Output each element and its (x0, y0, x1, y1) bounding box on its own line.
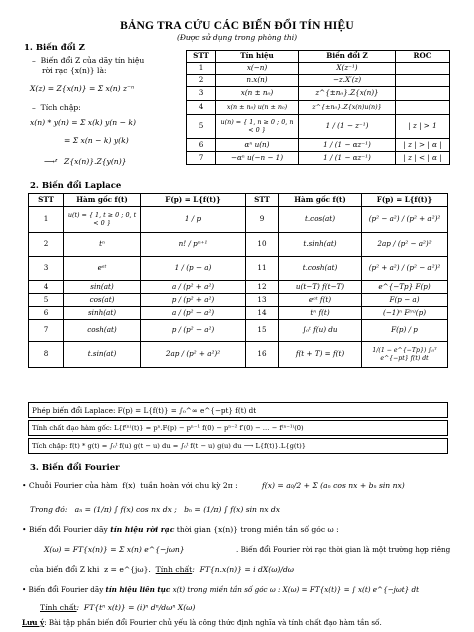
laplace-header: F(p) = L{f(t)} (141, 194, 246, 207)
z-bullet-2: – Tích chập: (32, 103, 81, 112)
laplace-cell: 10 (246, 233, 279, 257)
laplace-cell: 14 (246, 307, 279, 320)
table-row (29, 294, 448, 307)
laplace-cell: 3 (29, 257, 64, 281)
laplace-cell: 7 (29, 320, 64, 342)
section-3-heading: 3. Biến đổi Fourier (30, 463, 120, 473)
note-label: Lưu ý (22, 618, 45, 627)
z-cell: 1 / (1 − αz⁻¹) (299, 139, 396, 152)
laplace-cell: (p² − a²) / (p² + a²)² (362, 207, 448, 233)
fourier-continuous-emphasis: tín hiệu liên tục (105, 585, 171, 594)
bullet-icon (22, 585, 26, 594)
laplace-cell: 11 (246, 257, 279, 281)
laplace-cell: 8 (29, 342, 64, 368)
z-cell: | z | < | α | (396, 152, 450, 165)
z-conv-arrow: ⟶ᶻ (44, 157, 58, 166)
laplace-cell: 6 (29, 307, 64, 320)
fourier-continuous-line (22, 586, 419, 594)
fourier-z-text: của biến đổi Z khi z = e^{jω}. (30, 565, 156, 574)
z-cell: X(z⁻¹) (299, 63, 396, 75)
fourier-discrete-property: : FT{n.x(n)} = i dX(ω)/dω (192, 565, 295, 574)
laplace-cell: e^{−Tp} F(p) (362, 281, 448, 294)
fourier-discrete-text-c: thời gian {x(n)} trong miền tần số góc ω : (174, 525, 339, 534)
laplace-cell: 1 / (p − a) (141, 257, 246, 281)
table-row (187, 101, 450, 115)
laplace-cell: ∫₀ᵗ f(u) du (279, 320, 362, 342)
table-row (29, 257, 448, 281)
table-row (29, 307, 448, 320)
z-cell: n.x(n) (216, 75, 299, 87)
laplace-header: Hàm gốc f(t) (279, 194, 362, 207)
z-cell: 7 (187, 152, 216, 165)
laplace-header: STT (246, 194, 279, 207)
laplace-table (28, 193, 448, 368)
table-row (29, 281, 448, 294)
fourier-continuous-property (40, 604, 195, 613)
z-table-header: Biến đổi Z (299, 51, 396, 63)
fourier-series-text: Chuỗi Fourier của hàm f(x) tuần hoàn với chu kỳ 2π : (28, 481, 238, 490)
fourier-coefficients: Trong đó: aₙ = (1/π) ∫ f(x) cos nx dx ; bₙ = (1/π) ∫ f(x) sin nx dx (30, 505, 281, 514)
laplace-cell: u(t) = { 1, t ≥ 0 ; 0, t < 0 } (64, 207, 141, 233)
table-row (187, 75, 450, 87)
table-row (29, 233, 448, 257)
z-cell: 1 / (1 − αz⁻¹) (299, 152, 396, 165)
laplace-cell: 13 (246, 294, 279, 307)
fourier-continuous-text-a: Biến đổi Fourier dãy (28, 585, 106, 594)
laplace-cell: t.cos(at) (279, 207, 362, 233)
table-row (187, 152, 450, 165)
z-cell (396, 63, 450, 75)
laplace-cell: 1/(1 − e^{−Tp}) ∫₀ᵀ e^{−pt} f(t) dt (362, 342, 448, 368)
property-label: Tính chất (155, 565, 193, 574)
z-bullet-1a: – Biến đổi Z của dãy tín hiệu (32, 56, 145, 65)
z-cell: z^{±n₀}.Z{x(n)} (299, 87, 396, 101)
laplace-convolution: Tích chập: f(t) * g(t) = ∫₀ᵗ f(u) g(t − u) du = ∫₀ᵗ f(t − u) g(u) du ⟶ L{f(t)}.L{g(t)} (28, 438, 448, 454)
z-table-header: STT (187, 51, 216, 63)
z-cell: x(n ± n₀) (216, 87, 299, 101)
z-bullet-1b: rời rạc {x(n)} là: (42, 66, 107, 75)
fourier-discrete-line (22, 526, 339, 535)
table-row (187, 139, 450, 152)
laplace-cell: (p² + a²) / (p² − a²)² (362, 257, 448, 281)
laplace-cell: p / (p² + a²) (141, 294, 246, 307)
laplace-cell: 2ap / (p² + a²)² (141, 342, 246, 368)
z-cell: 5 (187, 115, 216, 139)
laplace-cell: p / (p² − a²) (141, 320, 246, 342)
z-cell: | z | > 1 (396, 115, 450, 139)
fourier-discrete-text-a: Biến đổi Fourier dãy (28, 525, 111, 534)
laplace-cell: f(t + T) = f(t) (279, 342, 362, 368)
laplace-cell: t.sin(at) (64, 342, 141, 368)
laplace-header: Hàm gốc f(t) (64, 194, 141, 207)
bullet-icon (22, 481, 26, 490)
laplace-cell: 9 (246, 207, 279, 233)
table-row (187, 87, 450, 101)
table-row (29, 320, 448, 342)
laplace-cell: 1 (29, 207, 64, 233)
z-conv-line-3: Z{x(n)}.Z{y(n)} (64, 157, 127, 166)
z-cell (396, 87, 450, 101)
laplace-derivative-property: Tính chất đạo hàm gốc: L{f⁽ⁿ⁾(t)} = pⁿ.F(p) − pⁿ⁻¹ f(0) − pⁿ⁻² f′(0) − … − f⁽ⁿ⁻¹⁾(0) (28, 420, 448, 436)
laplace-cell: t.cosh(at) (279, 257, 362, 281)
page-subtitle: (Được sử dụng trong phòng thi) (176, 33, 298, 42)
fourier-z-relation (30, 566, 294, 575)
z-cell: x(−n) (216, 63, 299, 75)
fourier-discrete-emphasis: tín hiệu rời rạc (110, 525, 175, 534)
laplace-cell: tⁿ f(t) (279, 307, 362, 320)
fourier-continuous-property-formula: : FT{tⁿ x(t)} = (i)ⁿ dⁿ/dωⁿ X(ω) (76, 603, 196, 612)
laplace-cell: 1 / p (141, 207, 246, 233)
laplace-cell: tⁿ (64, 233, 141, 257)
z-cell: x(n ± n₀) u(n ± n₀) (216, 101, 299, 115)
z-cell: 3 (187, 87, 216, 101)
laplace-cell: 4 (29, 281, 64, 294)
laplace-header: F(p) = L{f(t)} (362, 194, 448, 207)
table-row (29, 207, 448, 233)
table-row (29, 342, 448, 368)
laplace-cell: 2 (29, 233, 64, 257)
laplace-cell: eᵃᵗ f(t) (279, 294, 362, 307)
z-table-header: ROC (396, 51, 450, 63)
laplace-cell: 15 (246, 320, 279, 342)
laplace-cell: n! / pⁿ⁺¹ (141, 233, 246, 257)
fourier-series-formula: f(x) = a₀/2 + Σ (aₙ cos nx + bₙ sin nx) (262, 481, 405, 490)
fourier-dtft-note: . Biến đổi Fourier rời rạc thời gian là một trường hợp riêng (236, 545, 451, 554)
laplace-header: STT (29, 194, 64, 207)
page-title: BẢNG TRA CỨU CÁC BIẾN ĐỔI TÍN HIỆU (120, 20, 354, 32)
laplace-cell: F(p − a) (362, 294, 448, 307)
laplace-cell: eᵃᵗ (64, 257, 141, 281)
z-cell: 1 (187, 63, 216, 75)
z-cell: 1 / (1 − z⁻¹) (299, 115, 396, 139)
laplace-cell: u(t−T) f(t−T) (279, 281, 362, 294)
note-line (22, 619, 382, 627)
z-cell: u(n) = { 1, n ≥ 0 ; 0, n < 0 } (216, 115, 299, 139)
z-cell: 4 (187, 101, 216, 115)
z-cell: −αⁿ u(−n − 1) (216, 152, 299, 165)
fourier-series-line (22, 482, 238, 491)
note-text: : Bài tập phần biến đổi Fourier chủ yếu là công thức định nghĩa và tính chất đạo hàm tần số. (44, 618, 382, 627)
laplace-cell: 16 (246, 342, 279, 368)
laplace-cell: sinh(at) (64, 307, 141, 320)
table-row (187, 63, 450, 75)
z-table-header: Tín hiệu (216, 51, 299, 63)
laplace-cell: 2ap / (p² − a²)² (362, 233, 448, 257)
z-cell: z^{±n₀}.Z{x(n)u(n)} (299, 101, 396, 115)
laplace-cell: 12 (246, 281, 279, 294)
laplace-cell: (−1)ⁿ F⁽ⁿ⁾(p) (362, 307, 448, 320)
z-cell: | z | > | α | (396, 139, 450, 152)
z-cell: αⁿ u(n) (216, 139, 299, 152)
z-cell: 6 (187, 139, 216, 152)
laplace-cell: cos(at) (64, 294, 141, 307)
laplace-cell: t.sinh(at) (279, 233, 362, 257)
z-conv-line-1: x(n) * y(n) = Σ x(k) y(n − k) (30, 118, 136, 127)
laplace-cell: sin(at) (64, 281, 141, 294)
z-transform-table (186, 50, 450, 165)
section-2-heading: 2. Biến đổi Laplace (30, 181, 122, 191)
laplace-cell: a / (p² + a²) (141, 281, 246, 294)
laplace-cell: cosh(at) (64, 320, 141, 342)
z-cell: 2 (187, 75, 216, 87)
bullet-icon (22, 525, 26, 534)
z-conv-line-2: = Σ x(n − k) y(k) (64, 136, 129, 145)
fourier-continuous-formula: x(t) trong miền tần số góc ω : X(ω) = FT{x(t)} = ∫ x(t) e^{−jωt} dt (170, 585, 419, 594)
property-label: Tính chất (40, 603, 77, 612)
laplace-cell: F(p) / p (362, 320, 448, 342)
z-cell (396, 101, 450, 115)
laplace-cell: 5 (29, 294, 64, 307)
table-row (187, 115, 450, 139)
section-1-heading: 1. Biến đổi Z (24, 43, 85, 53)
z-definition-formula: X(z) = Z{x(n)} = Σ x(n) z⁻ⁿ (30, 84, 135, 93)
fourier-dtft-formula: X(ω) = FT{x(n)} = Σ x(n) e^{−jωn} (44, 545, 185, 554)
z-cell (396, 75, 450, 87)
laplace-cell: a / (p² − a²) (141, 307, 246, 320)
laplace-definition: Phép biến đổi Laplace: F(p) = L{f(t)} = ∫₀^∞ e^{−pt} f(t) dt (28, 402, 448, 418)
z-cell: −z.X′(z) (299, 75, 396, 87)
